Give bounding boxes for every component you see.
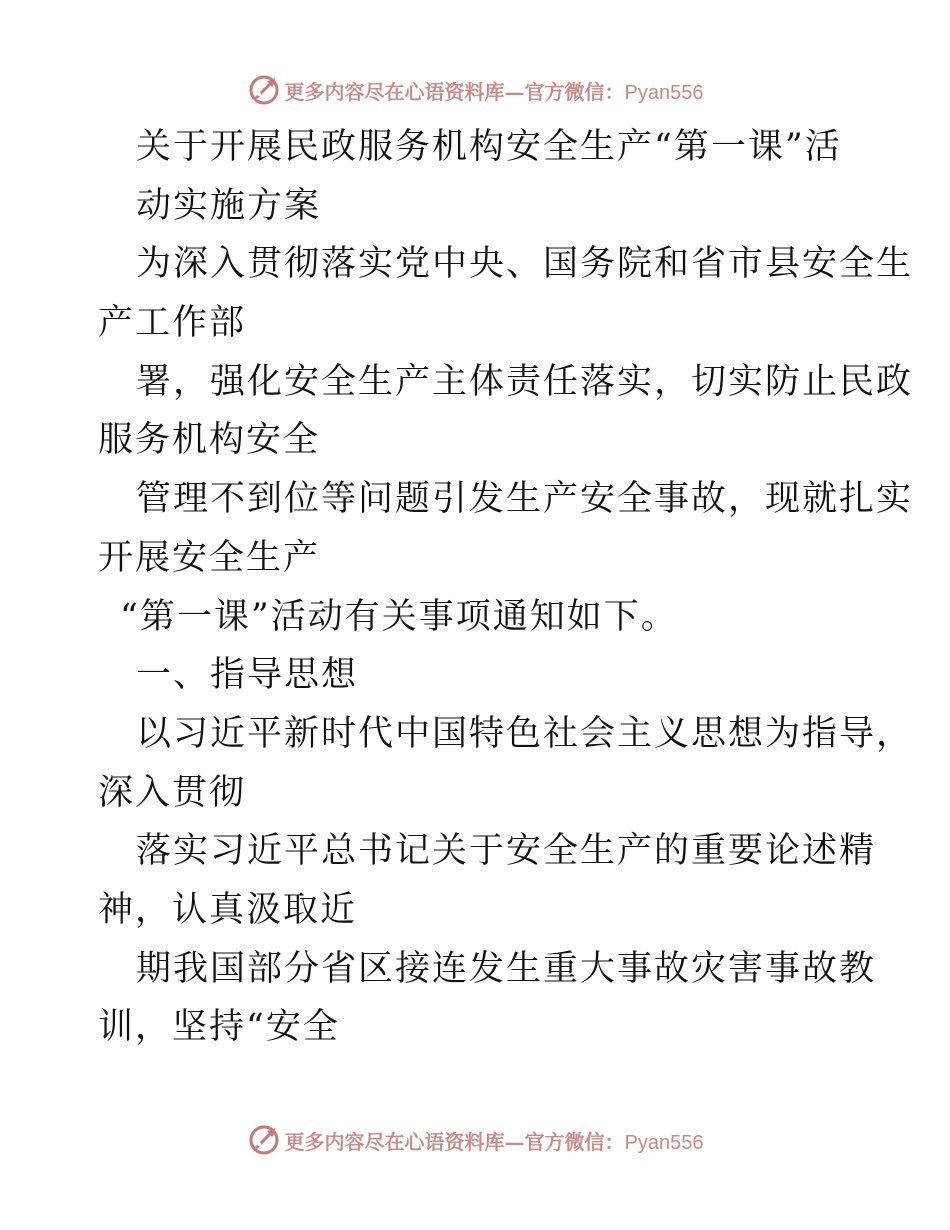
doc-title-line-2: 动实施方案 [136,185,322,226]
doc-title-line-1: 关于开展民政服务机构安全生产“第一课”活 [136,127,842,167]
doc-line: 落实习近平总书记关于安全生产的重要论述精 [136,831,877,872]
header-watermark-text: 更多内容尽在心语资料库—官方微信：Pyan556 [284,79,704,104]
quill-logo-icon [247,73,281,107]
doc-line: 期我国部分省区接连发生重大事故灾害事故教 [136,948,877,989]
doc-line: 开展安全生产 [98,537,321,578]
doc-line: 管理不到位等问题引发生产安全事故，现就扎实 [136,479,914,520]
doc-line: 产工作部 [98,303,247,344]
doc-line: 以习近平新时代中国特色社会主义思想为指导， [136,713,914,754]
footer-wechat-id: Pyan556 [624,1131,704,1154]
quill-logo-icon [247,1123,281,1157]
footer-watermark-banner [0,1118,950,1162]
doc-line: “第一课”活动有关事项通知如下。 [120,596,678,637]
doc-line: 神，认真汲取近 [98,889,358,930]
doc-line: 训，坚持“安全 [98,1007,340,1048]
doc-line: 服务机构安全 [98,420,321,461]
document-body [98,118,914,1057]
section-heading: 一、指导思想 [136,655,359,696]
doc-line: 为深入贯彻落实党中央、国务院和省市县安全生 [136,244,914,285]
header-watermark-banner [0,68,950,112]
doc-line: 深入贯彻 [98,772,247,813]
doc-line: 署，强化安全生产主体责任落实，切实防止民政 [136,361,914,402]
footer-watermark-text: 更多内容尽在心语资料库—官方微信：Pyan556 [284,1129,704,1154]
header-wechat-id: Pyan556 [624,81,704,104]
